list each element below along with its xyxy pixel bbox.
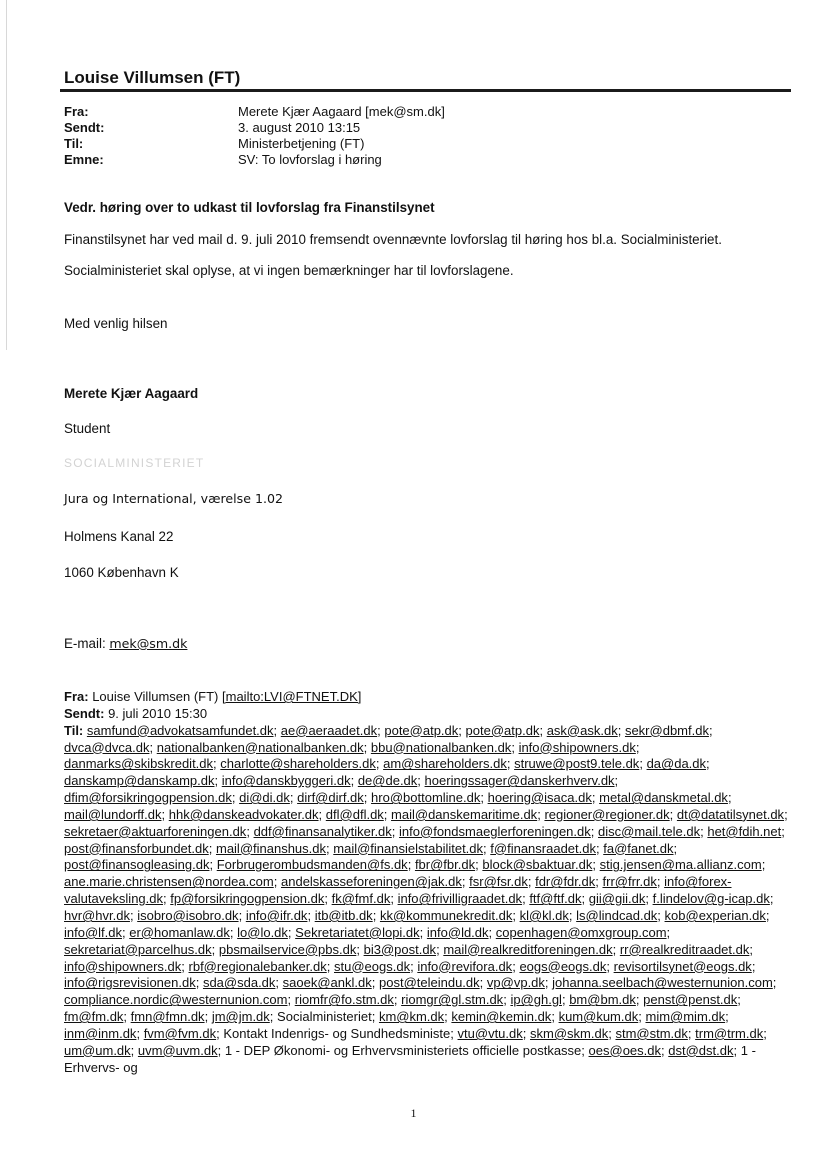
recipient-address[interactable]: vtu@vtu.dk <box>457 1025 523 1041</box>
recipient-address[interactable]: info@shipowners.dk <box>64 958 182 974</box>
recipient-address[interactable]: regioner@regioner.dk <box>544 806 670 822</box>
recipient-address[interactable]: f@finansraadet.dk <box>490 840 596 856</box>
recipient-address[interactable]: hhk@danskeadvokater.dk <box>168 806 319 822</box>
recipient-address[interactable]: ddf@finansanalytiker.dk <box>253 823 392 839</box>
recipient-address[interactable]: oes@oes.dk <box>588 1042 661 1058</box>
recipient-address[interactable]: frr@frr.dk <box>602 874 657 890</box>
recipient-address[interactable]: sekretaer@aktuarforeningen.dk <box>64 823 247 839</box>
recipient-address[interactable]: fk@fmf.dk <box>331 891 391 907</box>
signature-city: 1060 København K <box>64 565 179 580</box>
recipient-address[interactable]: ane.marie.christensen@nordea.com <box>64 874 274 890</box>
recipient-address[interactable]: fa@fanet.dk <box>603 840 674 856</box>
recipient-address[interactable]: trm@trm.dk <box>695 1025 764 1041</box>
recipient-address[interactable]: fm@fm.dk <box>64 1009 124 1025</box>
recipient-address[interactable]: mail@realkreditforeningen.dk <box>443 941 613 957</box>
recipient-address[interactable]: kk@kommunekredit.dk <box>379 907 513 923</box>
signature-email-label: E-mail: <box>64 636 106 651</box>
recipient-address[interactable]: eogs@eogs.dk <box>519 958 607 974</box>
header-sent-value: 3. august 2010 13:15 <box>238 120 361 135</box>
body-greeting: Med venlig hilsen <box>64 316 168 331</box>
recipient-address[interactable]: stm@stm.dk <box>615 1025 688 1041</box>
mailbox-owner-title: Louise Villumsen (FT) <box>64 68 241 87</box>
signature-street: Holmens Kanal 22 <box>64 529 174 544</box>
recipient-address[interactable]: info@lf.dk <box>64 924 122 940</box>
recipient-address: 1 - DEP Økonomi- og Erhvervsministeriets officielle postkasse <box>224 1042 582 1058</box>
recipient-address[interactable]: inm@inm.dk <box>64 1025 137 1041</box>
recipient-address[interactable]: am@shareholders.dk <box>383 756 507 772</box>
recipient-address[interactable]: hoering@isaca.dk <box>487 790 592 806</box>
recipient-address[interactable]: riomfr@fo.stm.dk <box>294 992 394 1008</box>
recipient-address[interactable]: sda@sda.dk <box>202 975 276 991</box>
recipient-address[interactable]: hro@bottomline.dk <box>371 790 481 806</box>
header-from-value: Merete Kjær Aagaard [mek@sm.dk] <box>238 104 445 119</box>
recipient-address[interactable]: jm@jm.dk <box>211 1009 270 1025</box>
recipient-address[interactable]: post@finansogleasing.dk <box>64 857 210 873</box>
recipient-address[interactable]: charlotte@shareholders.dk <box>220 756 376 772</box>
recipient-address[interactable]: sekretariat@parcelhus.dk <box>64 941 212 957</box>
recipient-address[interactable]: pote@atp.dk <box>465 722 540 738</box>
signature-name: Merete Kjær Aagaard <box>64 386 199 401</box>
recipient-address[interactable]: hoeringssager@danskerhverv.dk <box>424 773 615 789</box>
recipient-address[interactable]: struwe@post9.tele.dk <box>514 756 640 772</box>
recipient-list: samfund@advokatsamfundet.dk; ae@aeraadet.dk; pote@atp.dk; pote@atp.dk; ask@ask.dk; sekr@dbmf.dk; dvca@dvca.dk; nationalbanken@nationalbanken.dk; bbu@nationalbanken.dk; info@shipowners.dk; danmarks@skibskredit.dk; charlotte@shareholders.dk; am@shareholders.dk; struwe@post9.tele.dk; da@da.dk; danskamp@danskamp.dk; info@danskbyggeri.dk; de@de.dk; hoeringssager@danskerhverv.dk; dfim@forsikringogpension.dk; di@di.dk; dirf@dirf.dk; hro@bottomline.dk; hoering@isaca.dk; metal@danskmetal.dk; mail@lundorff.dk; hhk@danskeadvokater.dk; dfl@dfl.dk; mail@danskemaritime.dk; regioner@regioner.dk; dt@datatilsynet.dk; sekretaer@aktuarforeningen.dk; ddf@finansanalytiker.dk; info@fondsmaeglerforeningen.dk; disc@mail.tele.dk; het@fdih.net; post@finansforbundet.dk; mail@finanshus.dk; mail@finansielstabilitet.dk; f@finansraadet.dk; fa@fanet.dk; post@finansogleasing.dk; Forbrugerombudsmanden@fs.dk; fbr@fbr.dk; block@sbaktuar.dk; stig.jensen@ma.allianz.com; ane.marie.christensen@nordea.com; andelskasseforeningen@jak.dk; fsr@fsr.dk; fdr@fdr.dk; frr@frr.dk; info@forex-valutaveksling.dk; fp@forsikringogpension.dk; fk@fmf.dk; info@frivilligraadet.dk; ftf@ftf.dk; gii@gii.dk; f.lindelov@g-icap.dk; hvr@hvr.dk; isobro@isobro.dk; info@ifr.dk; itb@itb.dk; kk@kommunekredit.dk; kl@kl.dk; ls@lindcad.dk; kob@experian.dk; info@lf.dk; er@homanlaw.dk; lo@lo.dk; Sekretariatet@lopi.dk; info@ld.dk; copenhagen@omxgroup.com; sekretariat@parcelhus.dk; pbsmailservice@pbs.dk; bi3@post.dk; mail@realkreditforeningen.dk; rr@realkreditraadet.dk; info@shipowners.dk; rbf@regionalebanker.dk; stu@eogs.dk; info@revifora.dk; eogs@eogs.dk; revisortilsynet@eogs.dk; info@rigsrevisionen.dk; sda@sda.dk; saoek@ankl.dk; post@teleindu.dk; vp@vp.dk; johanna.seelbach@westernunion.com; compliance.nordic@westernunion.com; riomfr@fo.stm.dk; riomgr@gl.stm.dk; ip@gh.gl; bm@bm.dk; penst@penst.dk; fm@fm.dk; fmn@fmn.dk; jm@jm.dk; Socialministeriet; km@km.dk; kemin@kemin.dk; kum@kum.dk; mim@mim.dk; inm@inm.dk; fvm@fvm.dk; Kontakt Indenrigs- og Sundhedsministe; vtu@vtu.dk; skm@skm.dk; stm@stm.dk; trm@trm.dk; um@um.dk; uvm@uvm.dk; 1 - DEP Økonomi- og Erhvervsministeriets officielle postkasse; oes@oes.dk; dst@dst.dk; 1 - Erhvervs- og <box>64 722 788 1075</box>
recipient-address[interactable]: fmn@fmn.dk <box>130 1009 205 1025</box>
recipient-address[interactable]: danskamp@danskamp.dk <box>64 773 215 789</box>
signature-role: Student <box>64 421 111 436</box>
recipient-address[interactable]: stig.jensen@ma.allianz.com <box>599 857 762 873</box>
recipient-address[interactable]: de@de.dk <box>357 773 418 789</box>
header-from-label: Fra: <box>64 104 89 119</box>
recipient-address[interactable]: bi3@post.dk <box>363 941 437 957</box>
recipient-address: Kontakt Indenrigs- og Sundhedsministe <box>223 1025 451 1041</box>
recipient-address[interactable]: skm@skm.dk <box>530 1025 609 1041</box>
recipient-address[interactable]: fbr@fbr.dk <box>414 857 476 873</box>
recipient-address[interactable]: bbu@nationalbanken.dk <box>370 739 512 755</box>
recipient-address[interactable]: revisortilsynet@eogs.dk <box>613 958 752 974</box>
recipient-address[interactable]: pote@atp.dk <box>384 722 459 738</box>
recipient-address[interactable]: lo@lo.dk <box>237 924 288 940</box>
recipient-address[interactable]: itb@itb.dk <box>314 907 373 923</box>
recipient-address[interactable]: info@danskbyggeri.dk <box>221 773 351 789</box>
recipient-address[interactable]: Sekretariatet@lopi.dk <box>295 924 420 940</box>
recipient-address[interactable]: dvca@dvca.dk <box>64 739 150 755</box>
recipient-address[interactable]: isobro@isobro.dk <box>137 907 239 923</box>
recipient-address[interactable]: stu@eogs.dk <box>334 958 411 974</box>
forwarded-from-line <box>64 689 789 706</box>
recipient-address[interactable]: km@km.dk <box>378 1009 445 1025</box>
header-to-label: Til: <box>64 136 84 151</box>
recipient-address[interactable]: mail@finanshus.dk <box>215 840 327 856</box>
recipient-address[interactable]: disc@mail.tele.dk <box>598 823 701 839</box>
forwarded-from-value: Louise Villumsen (FT) <box>92 689 219 704</box>
forwarded-sent-label: Sendt: <box>64 705 105 721</box>
recipient-address[interactable]: kl@kl.dk <box>519 907 569 923</box>
recipient-address[interactable]: sekr@dbmf.dk <box>624 722 709 738</box>
body-paragraph-2: Socialministeriet skal oplyse, at vi ingen bemærkninger har til lovforslagene. <box>64 263 514 278</box>
recipient-address[interactable]: info@revifora.dk <box>417 958 513 974</box>
header-subject-value: SV: To lovforslag i høring <box>238 152 382 167</box>
recipient-address[interactable]: gii@gii.dk <box>588 891 646 907</box>
recipient-address[interactable]: compliance.nordic@westernunion.com <box>64 992 288 1008</box>
recipient-address[interactable]: kob@experian.dk <box>664 907 766 923</box>
recipient-address[interactable]: het@fdih.net <box>707 823 782 839</box>
page-number: 1 <box>410 1106 417 1120</box>
recipient-address[interactable]: fp@forsikringogpension.dk <box>170 891 325 907</box>
recipient-address[interactable]: mail@danskemaritime.dk <box>391 806 538 822</box>
signature-email-link[interactable]: mek@sm.dk <box>109 636 188 651</box>
recipient-address[interactable]: dfim@forsikringogpension.dk <box>64 790 232 806</box>
forwarded-from-label: Fra: <box>64 689 89 704</box>
recipient-address[interactable]: di@di.dk <box>239 790 290 806</box>
recipient-address[interactable]: penst@penst.dk <box>643 992 738 1008</box>
recipient-address[interactable]: mim@mim.dk <box>645 1009 726 1025</box>
recipient-address[interactable]: pbsmailservice@pbs.dk <box>218 941 357 957</box>
recipient-address[interactable]: hvr@hvr.dk <box>64 907 130 923</box>
recipient-address[interactable]: ask@ask.dk <box>546 722 618 738</box>
recipient-address[interactable]: post@finansforbundet.dk <box>64 840 209 856</box>
recipient-address[interactable]: dirf@dirf.dk <box>297 790 364 806</box>
recipient-address[interactable]: info@rigsrevisionen.dk <box>64 975 196 991</box>
forwarded-sent-value: 9. juli 2010 15:30 <box>108 705 208 721</box>
signature-department: Jura og International, værelse 1.02 <box>64 491 284 506</box>
recipient-address[interactable]: kemin@kemin.dk <box>451 1009 552 1025</box>
recipient-address[interactable]: da@da.dk <box>646 756 707 772</box>
recipient-address[interactable]: post@teleindu.dk <box>379 975 480 991</box>
recipient-address[interactable]: fdr@fdr.dk <box>535 874 596 890</box>
body-paragraph-1: Finanstilsynet har ved mail d. 9. juli 2010 fremsendt ovennævnte lovforslag til høring hos bl.a. Socialministeriet. <box>64 232 722 247</box>
recipient-address[interactable]: Forbrugerombudsmanden@fs.dk <box>216 857 408 873</box>
header-to-value: Ministerbetjening (FT) <box>238 136 365 151</box>
recipient-address[interactable]: er@homanlaw.dk <box>129 924 230 940</box>
recipient-address[interactable]: danmarks@skibskredit.dk <box>64 756 214 772</box>
recipient-address[interactable]: f.lindelov@g-icap.dk <box>652 891 770 907</box>
forwarded-to-label: Til: <box>64 722 84 738</box>
header-subject-label: Emne: <box>64 152 104 167</box>
recipient-address[interactable]: vp@vp.dk <box>486 975 545 991</box>
recipient-address[interactable]: dfl@dfl.dk <box>325 806 384 822</box>
recipient-address[interactable]: kum@kum.dk <box>558 1009 639 1025</box>
recipient-address[interactable]: copenhagen@omxgroup.com <box>495 924 667 940</box>
recipient-address[interactable]: ftf@ftf.dk <box>529 891 582 907</box>
signature-ministry-logo: SOCIALMINISTERIET <box>64 456 205 470</box>
body-subject-line: Vedr. høring over to udkast til lovforslag fra Finanstilsynet <box>64 200 435 215</box>
recipient-address[interactable]: mail@finansielstabilitet.dk <box>333 840 484 856</box>
recipient-address[interactable]: block@sbaktuar.dk <box>482 857 593 873</box>
recipient-address[interactable]: ip@gh.gl <box>510 992 562 1008</box>
recipient-address[interactable]: metal@danskmetal.dk <box>599 790 728 806</box>
recipient-address[interactable]: fvm@fvm.dk <box>143 1025 217 1041</box>
recipient-address[interactable]: mail@lundorff.dk <box>64 806 162 822</box>
recipient-address[interactable]: ae@aeraadet.dk <box>280 722 378 738</box>
recipient-address[interactable]: saoek@ankl.dk <box>282 975 372 991</box>
recipient-address[interactable]: nationalbanken@nationalbanken.dk <box>156 739 364 755</box>
recipient-address[interactable]: info@frivilligraadet.dk <box>397 891 523 907</box>
recipient-address[interactable]: um@um.dk <box>64 1042 131 1058</box>
recipient-address[interactable]: rbf@regionalebanker.dk <box>188 958 327 974</box>
recipient-address[interactable]: dst@dst.dk <box>668 1042 734 1058</box>
recipient-address[interactable]: bm@bm.dk <box>569 992 636 1008</box>
recipient-address[interactable]: andelskasseforeningen@jak.dk <box>281 874 462 890</box>
recipient-address[interactable]: riomgr@gl.stm.dk <box>401 992 504 1008</box>
recipient-address: Socialministeriet <box>277 1009 372 1025</box>
recipient-address[interactable]: samfund@advokatsamfundet.dk <box>86 722 274 738</box>
recipient-address[interactable]: info@shipowners.dk <box>518 739 636 755</box>
recipient-address[interactable]: info@ifr.dk <box>245 907 308 923</box>
forwarded-sent-line <box>64 706 789 723</box>
recipient-address[interactable]: dt@datatilsynet.dk <box>676 806 785 822</box>
recipient-address[interactable]: johanna.seelbach@westernunion.com <box>552 975 773 991</box>
recipient-address[interactable]: info@ld.dk <box>426 924 489 940</box>
recipient-address: 1 - Erhvervs- og <box>64 1042 756 1075</box>
forwarded-message <box>64 689 789 1076</box>
recipient-address[interactable]: uvm@uvm.dk <box>137 1042 218 1058</box>
recipient-address[interactable]: ls@lindcad.dk <box>576 907 658 923</box>
left-margin-rule <box>6 0 7 350</box>
recipient-address[interactable]: rr@realkreditraadet.dk <box>619 941 750 957</box>
recipient-address[interactable]: fsr@fsr.dk <box>469 874 528 890</box>
forwarded-from-mailto-link[interactable]: [mailto:LVI@FTNET.DK] <box>222 689 362 704</box>
header-sent-label: Sendt: <box>64 120 105 135</box>
forwarded-recipients <box>64 723 789 1077</box>
recipient-address[interactable]: info@fondsmaeglerforeningen.dk <box>399 823 591 839</box>
signature-email-line <box>64 636 187 651</box>
recipient-address[interactable]: info@forex-valutaveksling.dk <box>64 874 732 907</box>
title-rule <box>60 89 791 92</box>
